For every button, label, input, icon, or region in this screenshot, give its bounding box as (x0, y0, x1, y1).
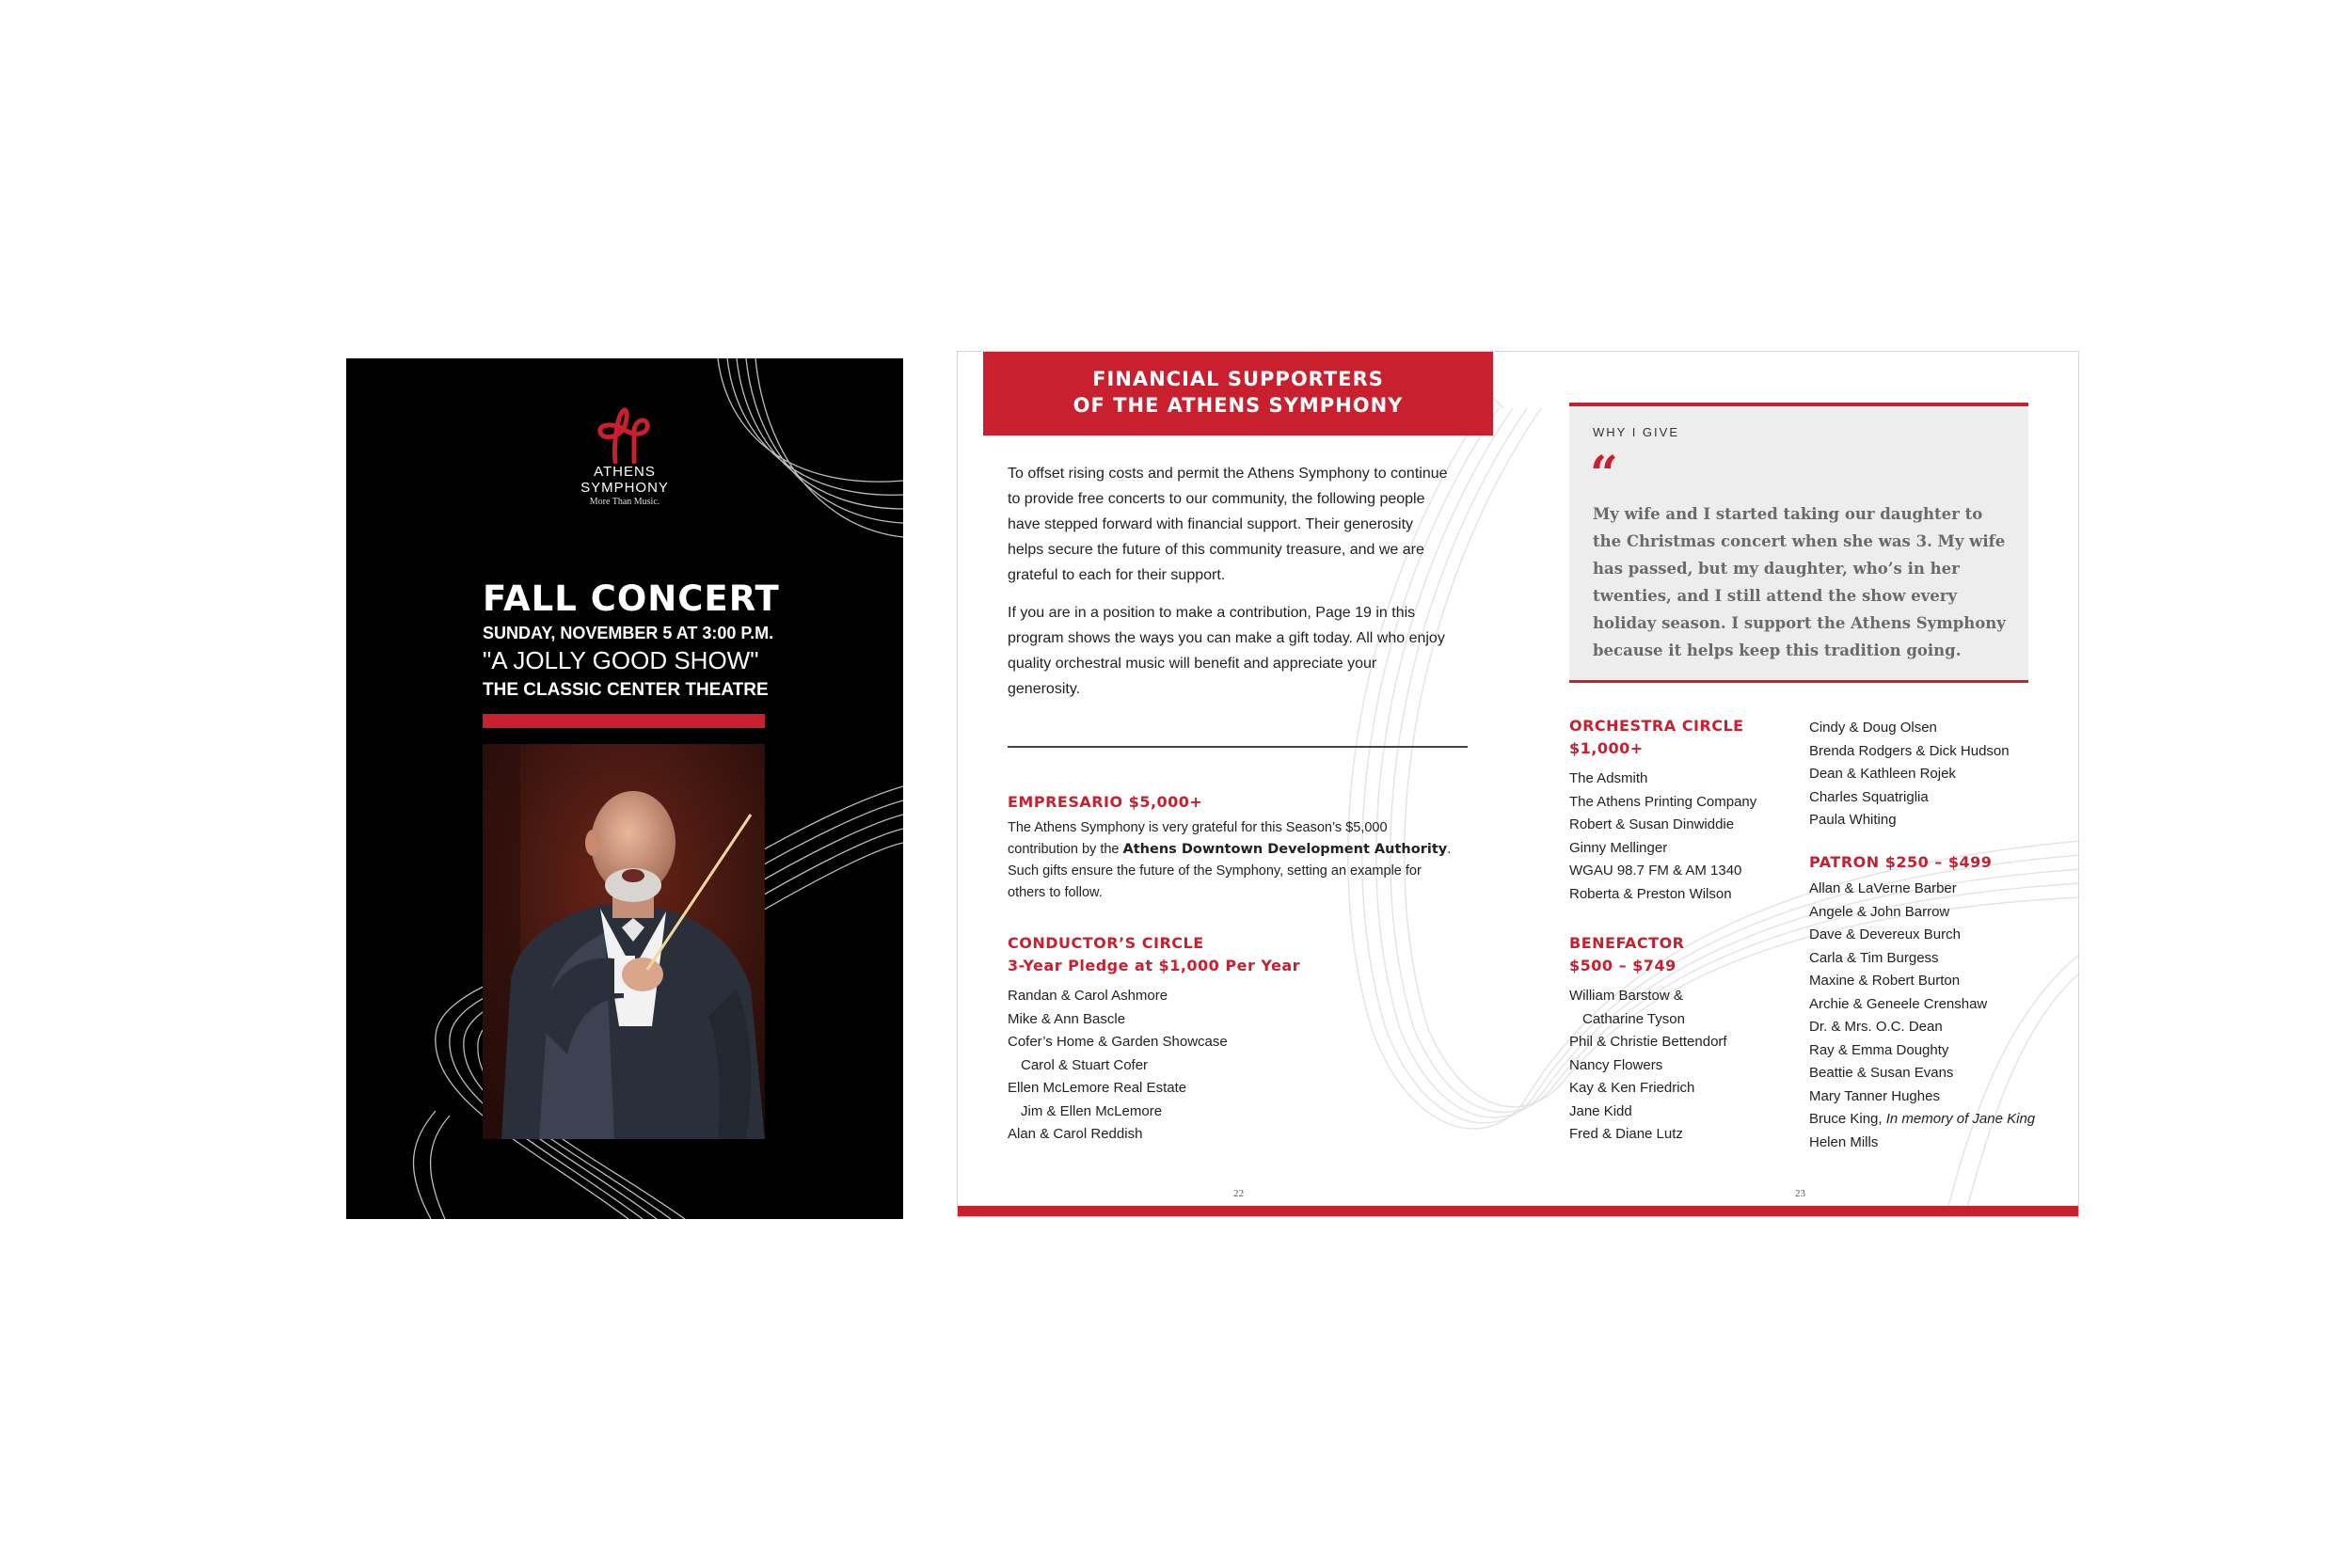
empresario-text-before: The Athens Symphony is very grateful for this Season’s $5,000 contribution by the (1008, 820, 1388, 857)
benefactor-subheading: $500 – $749 (1569, 957, 1677, 974)
treble-clef-logo-icon (596, 407, 653, 464)
logo-line1: ATHENS (594, 464, 656, 480)
list-item: Allan & LaVerne Barber (1809, 880, 1957, 896)
empresario-text (1008, 817, 1459, 904)
king-memory-note: In memory of Jane King (1885, 1111, 2036, 1127)
bottom-red-bar (958, 1206, 2079, 1216)
empresario-text-after: . Such gifts ensure the future of the Symphony, setting an example for others to follow. (1008, 842, 1452, 900)
list-item: Dean & Kathleen Rojek (1809, 766, 1956, 782)
list-item: Fred & Diane Lutz (1569, 1126, 1683, 1142)
athens-symphony-logo (553, 407, 696, 509)
patron-section (1809, 851, 2077, 1154)
logo-line2: SYMPHONY (580, 480, 669, 496)
intro-paragraph-1: To offset rising costs and permit the Athens Symphony to continue to provide free concerts to our community, the following people have stepped forward with financial support. Their generosity helps secure the future of this community treasure, and we are grateful to each for their support. (1008, 466, 1448, 583)
empresario-section (1008, 791, 1459, 904)
patron-list (1809, 878, 2077, 1154)
quote-bottom-rule (1569, 680, 2028, 683)
list-item: WGAU 98.7 FM & AM 1340 (1569, 863, 1742, 879)
benefactor-heading: BENEFACTOR (1569, 934, 1685, 952)
list-item: Beattie & Susan Evans (1809, 1065, 1954, 1081)
orchestra-circle-heading: ORCHESTRA CIRCLE (1569, 717, 1744, 735)
list-item: Mary Tanner Hughes (1809, 1087, 1940, 1104)
list-item: Catharine Tyson (1582, 1010, 1685, 1027)
list-item (1809, 1108, 2077, 1132)
patron-heading: PATRON $250 – $499 (1809, 853, 1993, 871)
intro-paragraph-2: If you are in a position to make a contribution, Page 19 in this program shows the ways you can make a gift today. All who enjoy quality orchestral music will benefit and appreciate your generosity. (1008, 605, 1445, 697)
list-item: Randan & Carol Ashmore (1008, 988, 1168, 1004)
program-cover (346, 358, 903, 1219)
venue: THE CLASSIC CENTER THEATRE (483, 680, 769, 700)
orchestra-circle-section (1569, 715, 1804, 906)
why-i-give-quote (1569, 403, 2028, 680)
list-item: Robert & Susan Dinwiddie (1569, 816, 1735, 832)
list-item: The Adsmith (1569, 770, 1648, 786)
heading-line1: FINANCIAL SUPPORTERS (1092, 368, 1384, 390)
list-item: Cindy & Doug Olsen (1809, 720, 1937, 736)
list-item: Archie & Geneele Crenshaw (1809, 995, 1988, 1012)
cover-title: FALL CONCERT (483, 578, 780, 619)
conductors-circle-subheading: 3-Year Pledge at $1,000 Per Year (1008, 957, 1301, 974)
orchestra-circle-list-continued (1809, 717, 2073, 832)
list-item: The Athens Printing Company (1569, 793, 1757, 810)
list-item: Phil & Christie Bettendorf (1569, 1034, 1727, 1050)
list-item: Ginny Mellinger (1569, 839, 1668, 856)
conductors-circle-list (1008, 985, 1459, 1147)
orchestra-circle-list (1569, 768, 1804, 906)
list-item: Paula Whiting (1809, 812, 1897, 828)
king-name: Bruce King, (1809, 1111, 1886, 1127)
list-item: William Barstow & (1569, 988, 1683, 1004)
conductors-circle-section (1008, 932, 1459, 1147)
list-item: Dr. & Mrs. O.C. Dean (1809, 1019, 1943, 1035)
conductors-circle-heading: CONDUCTOR’S CIRCLE (1008, 934, 1204, 952)
empresario-donor: Athens Downtown Development Authority (1122, 842, 1448, 857)
list-item: Ellen McLemore Real Estate (1008, 1080, 1187, 1096)
list-item: Mike & Ann Bascle (1008, 1010, 1126, 1027)
conductor-photo (483, 744, 765, 1139)
orchestra-circle-continued (1809, 709, 2073, 832)
list-item: Helen Mills (1809, 1133, 1879, 1150)
list-item: Roberta & Preston Wilson (1569, 885, 1732, 902)
list-item: Carla & Tim Burgess (1809, 949, 1939, 966)
section-divider (1008, 746, 1468, 748)
list-item: Alan & Carol Reddish (1008, 1126, 1143, 1142)
show-title: "A JOLLY GOOD SHOW" (483, 646, 759, 674)
quote-text: My wife and I started taking our daughter to the Christmas concert when she was 3. My wife has passed, but my daughter, who’s in her twenties, and I still attend the show every holiday season. I support the Athens Symphony because it helps keep this tradition going. (1593, 505, 2006, 659)
list-item: Ray & Emma Doughty (1809, 1041, 1949, 1058)
list-item: Maxine & Robert Burton (1809, 973, 1961, 989)
logo-tagline: More Than Music. (589, 497, 660, 507)
list-item: Nancy Flowers (1569, 1056, 1663, 1073)
quote-label: WHY I GIVE (1593, 425, 1679, 439)
list-item: Dave & Devereux Burch (1809, 927, 1961, 942)
cover-red-bar (483, 714, 765, 728)
quote-mark-icon: “ (1590, 446, 1618, 503)
list-item: Jim & Ellen McLemore (1021, 1102, 1163, 1119)
program-spread (957, 351, 2079, 1217)
benefactor-section (1569, 932, 1804, 1147)
list-item: Charles Squatriglia (1809, 788, 1929, 805)
benefactor-list (1569, 985, 1804, 1147)
heading-line2: OF THE ATHENS SYMPHONY (1073, 394, 1404, 417)
empresario-heading: EMPRESARIO $5,000+ (1008, 793, 1203, 811)
list-item: Cofer’s Home & Garden Showcase (1008, 1034, 1228, 1050)
page-number-left: 22 (1233, 1188, 1244, 1199)
list-item: Angele & John Barrow (1809, 903, 1950, 920)
concert-date: SUNDAY, NOVEMBER 5 AT 3:00 P.M. (483, 624, 774, 642)
intro-text (1008, 461, 1450, 714)
list-item: Brenda Rodgers & Dick Hudson (1809, 742, 2010, 759)
orchestra-circle-subheading: $1,000+ (1569, 739, 1644, 757)
list-item: Jane Kidd (1569, 1102, 1632, 1119)
list-item: Carol & Stuart Cofer (1021, 1056, 1149, 1073)
page-number-right: 23 (1795, 1188, 1805, 1199)
financial-supporters-heading (983, 352, 1493, 436)
list-item: Kay & Ken Friedrich (1569, 1080, 1695, 1096)
